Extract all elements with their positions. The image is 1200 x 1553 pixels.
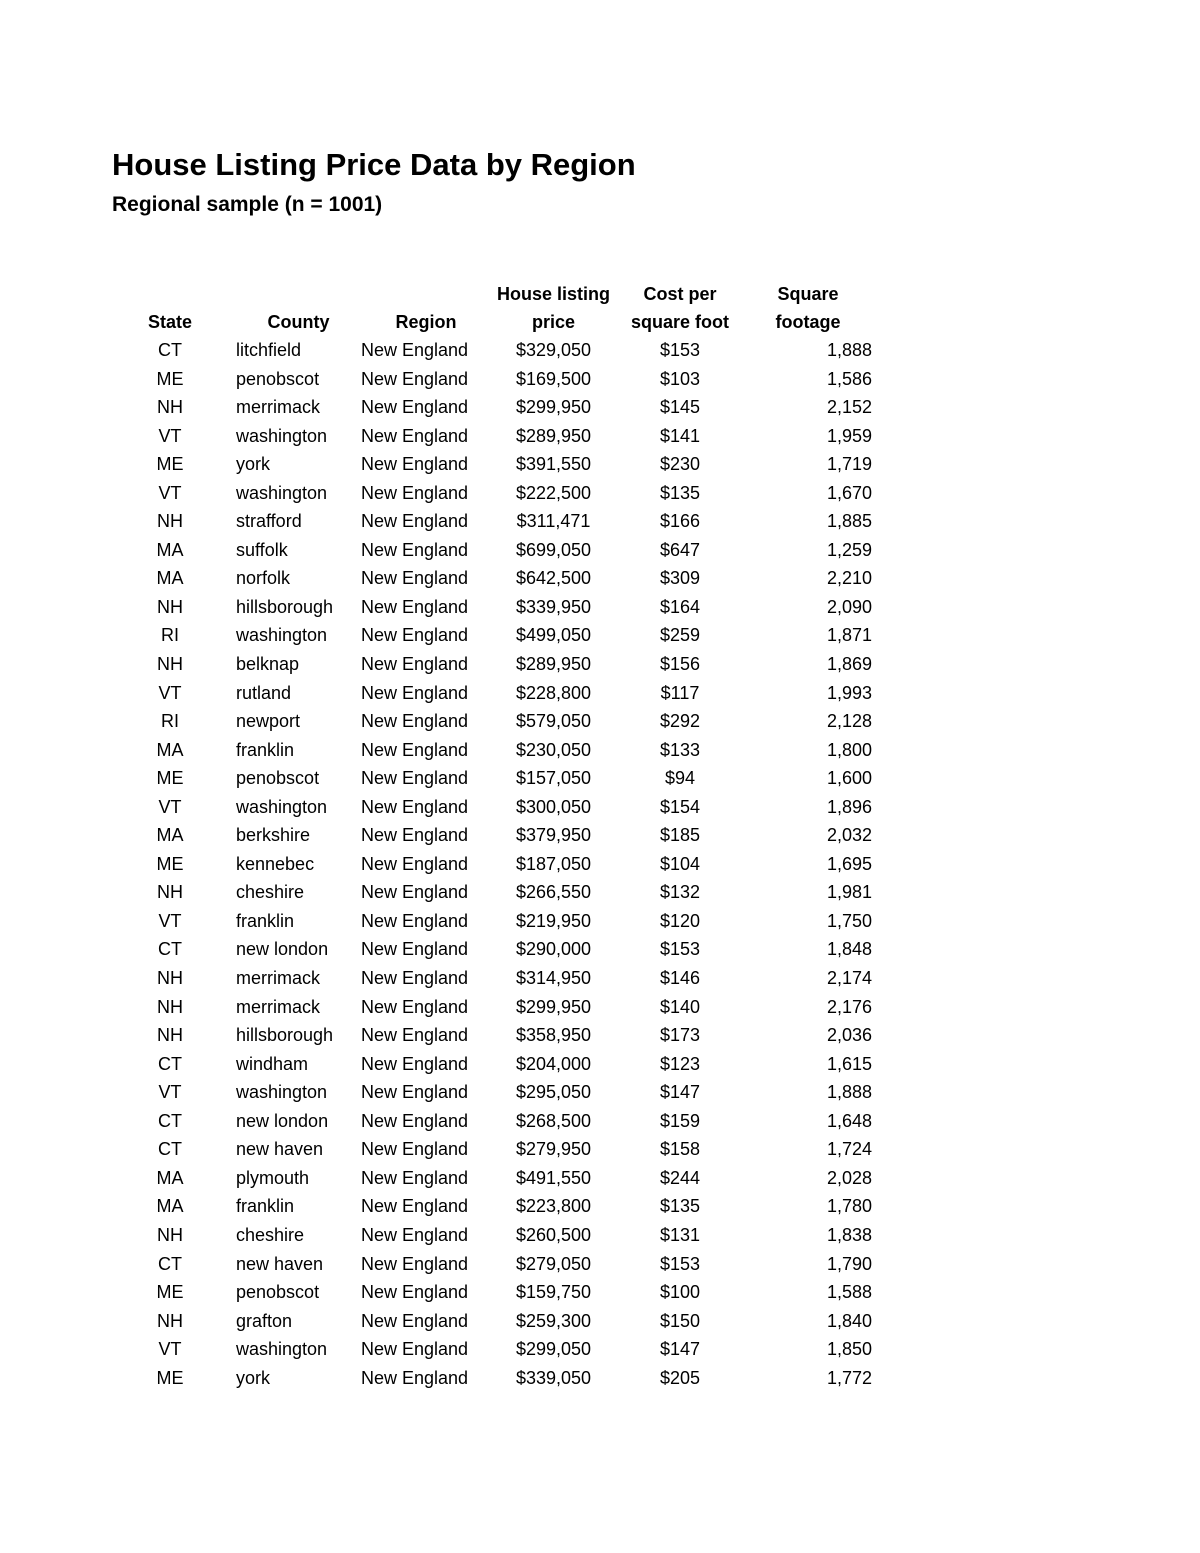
cell-cost-per-sqft: $205 <box>659 1367 701 1388</box>
table-row <box>108 1335 872 1364</box>
cell-listing-price: $300,050 <box>515 796 592 817</box>
table-row <box>108 450 872 479</box>
cell-listing-price: $329,050 <box>515 340 592 360</box>
cell-county: strafford <box>236 511 302 532</box>
cell-square-footage: 1,600 <box>826 768 872 789</box>
table-row <box>108 536 872 565</box>
cell-listing-price: $204,000 <box>515 1053 592 1074</box>
table-row <box>108 479 872 508</box>
cell-state: MA <box>156 1167 184 1188</box>
header-state-label: State <box>147 312 192 332</box>
cell-square-footage: 1,695 <box>826 853 872 874</box>
cell-county: berkshire <box>236 825 311 846</box>
cell-listing-price: $279,050 <box>515 1253 592 1274</box>
cell-listing-price: $314,950 <box>515 968 592 989</box>
cell-region: New England <box>361 1082 469 1103</box>
cell-state: RI <box>161 711 179 732</box>
cell-square-footage: 1,888 <box>826 1082 872 1103</box>
cell-listing-price: $169,500 <box>515 368 592 389</box>
cell-region: New England <box>361 682 469 703</box>
cell-cost-per-sqft: $166 <box>659 511 701 532</box>
cell-state: VT <box>158 796 182 817</box>
cell-county: suffolk <box>236 539 288 560</box>
cell-county: litchfield <box>236 340 302 360</box>
cell-region: New England <box>361 1196 469 1217</box>
cell-state: NH <box>157 1025 183 1046</box>
cell-state: ME <box>156 768 184 789</box>
cell-county: penobscot <box>236 368 320 389</box>
cell-state: NH <box>157 596 183 617</box>
table-row <box>108 1164 872 1193</box>
cell-square-footage: 1,719 <box>826 454 872 475</box>
header-region-label: Region <box>395 312 457 332</box>
cell-state: MA <box>156 739 184 760</box>
header-sqft <box>744 280 872 336</box>
cell-state: CT <box>158 1253 182 1274</box>
cell-square-footage: 1,772 <box>826 1367 872 1388</box>
cell-cost-per-sqft: $147 <box>659 1339 701 1360</box>
cell-state: MA <box>156 1196 184 1217</box>
cell-listing-price: $358,950 <box>515 1025 592 1046</box>
cell-listing-price: $339,950 <box>515 596 592 617</box>
cell-region: New England <box>361 654 469 675</box>
document-title: House Listing Price Data by Region <box>112 147 636 182</box>
cell-county: merrimack <box>236 397 320 418</box>
cell-square-footage: 1,993 <box>826 682 872 703</box>
cell-state: MA <box>156 568 184 589</box>
cell-state: NH <box>157 996 183 1017</box>
cell-listing-price: $228,800 <box>515 682 592 703</box>
cell-cost-per-sqft: $140 <box>659 996 701 1017</box>
table-row <box>108 993 872 1022</box>
cell-region: New England <box>361 454 469 475</box>
cell-square-footage: 1,800 <box>826 739 872 760</box>
table-row <box>108 793 872 822</box>
cell-region: New England <box>361 996 469 1017</box>
table-row <box>108 336 872 365</box>
cell-cost-per-sqft: $309 <box>659 568 701 589</box>
cell-cost-per-sqft: $100 <box>659 1282 701 1303</box>
cell-state: ME <box>156 454 184 475</box>
cell-state: ME <box>156 1282 184 1303</box>
table-row <box>108 1250 872 1279</box>
cell-state: RI <box>161 625 179 646</box>
cell-state: NH <box>157 1310 183 1331</box>
cell-cost-per-sqft: $156 <box>659 654 701 675</box>
cell-cost-per-sqft: $153 <box>659 939 701 960</box>
cell-state: NH <box>157 654 183 675</box>
cell-cost-per-sqft: $259 <box>659 625 701 646</box>
cell-cost-per-sqft: $292 <box>659 711 701 732</box>
cell-county: washington <box>236 1339 328 1360</box>
header-price-line-2: price <box>531 312 576 332</box>
cell-region: New England <box>361 968 469 989</box>
cell-region: New England <box>361 625 469 646</box>
cell-region: New England <box>361 853 469 874</box>
table-row <box>108 1107 872 1136</box>
cell-cost-per-sqft: $230 <box>659 454 701 475</box>
cell-region: New England <box>361 539 469 560</box>
cell-state: ME <box>156 853 184 874</box>
table-row <box>108 1307 872 1336</box>
table-row <box>108 1192 872 1221</box>
cell-listing-price: $289,950 <box>515 654 592 675</box>
header-cost-line-1: Cost per <box>643 284 717 304</box>
cell-county: franklin <box>236 1196 295 1217</box>
cell-region: New England <box>361 1310 469 1331</box>
cell-state: VT <box>158 910 182 931</box>
cell-cost-per-sqft: $159 <box>659 1110 701 1131</box>
cell-listing-price: $159,750 <box>515 1282 592 1303</box>
cell-state: ME <box>156 1367 184 1388</box>
cell-county: franklin <box>236 739 295 760</box>
cell-listing-price: $311,471 <box>516 511 591 532</box>
cell-square-footage: 1,790 <box>826 1253 872 1274</box>
cell-cost-per-sqft: $185 <box>659 825 701 846</box>
cell-county: norfolk <box>236 568 291 589</box>
cell-cost-per-sqft: $135 <box>659 1196 701 1217</box>
cell-square-footage: 1,850 <box>826 1339 872 1360</box>
cell-square-footage: 1,871 <box>826 625 872 646</box>
table-row <box>108 650 872 679</box>
cell-square-footage: 1,724 <box>826 1139 872 1160</box>
table-row <box>108 1135 872 1164</box>
cell-region: New England <box>361 739 469 760</box>
header-price-line-1: House listing <box>496 284 610 304</box>
cell-region: New England <box>361 1110 469 1131</box>
cell-square-footage: 1,648 <box>826 1110 872 1131</box>
cell-square-footage: 2,176 <box>826 996 872 1017</box>
table-row <box>108 422 872 451</box>
cell-region: New England <box>361 939 469 960</box>
cell-listing-price: $499,050 <box>515 625 592 646</box>
cell-square-footage: 2,032 <box>826 825 872 846</box>
cell-square-footage: 2,128 <box>826 711 872 732</box>
cell-listing-price: $260,500 <box>515 1224 592 1245</box>
cell-listing-price: $299,050 <box>515 1339 592 1360</box>
cell-region: New England <box>361 1025 469 1046</box>
cell-region: New England <box>361 1224 469 1245</box>
cell-state: VT <box>158 1339 182 1360</box>
cell-listing-price: $266,550 <box>515 882 592 903</box>
cell-square-footage: 1,780 <box>826 1196 872 1217</box>
cell-county: york <box>236 454 271 475</box>
cell-cost-per-sqft: $244 <box>659 1167 701 1188</box>
cell-county: rutland <box>236 682 292 703</box>
table-row <box>108 736 872 765</box>
cell-cost-per-sqft: $123 <box>659 1053 701 1074</box>
cell-region: New England <box>361 340 469 360</box>
cell-county: belknap <box>236 654 300 675</box>
cell-listing-price: $219,950 <box>515 910 592 931</box>
table-row <box>108 1364 872 1393</box>
cell-county: washington <box>236 482 328 503</box>
cell-square-footage: 1,838 <box>826 1224 872 1245</box>
cell-region: New England <box>361 368 469 389</box>
cell-region: New England <box>361 1282 469 1303</box>
cell-square-footage: 1,615 <box>826 1053 872 1074</box>
cell-square-footage: 2,090 <box>826 596 872 617</box>
header-cost-line-2: square foot <box>630 312 729 332</box>
table-header <box>108 280 872 336</box>
cell-county: new haven <box>236 1253 324 1274</box>
table-row <box>108 564 872 593</box>
table-row <box>108 1278 872 1307</box>
cell-county: new haven <box>236 1139 324 1160</box>
cell-county: york <box>236 1367 271 1388</box>
cell-county: plymouth <box>236 1167 310 1188</box>
header-price <box>491 280 616 336</box>
cell-cost-per-sqft: $117 <box>660 682 700 703</box>
header-state <box>108 280 232 336</box>
cell-square-footage: 1,840 <box>826 1310 872 1331</box>
cell-cost-per-sqft: $132 <box>659 882 701 903</box>
cell-listing-price: $295,050 <box>515 1082 592 1103</box>
cell-region: New England <box>361 596 469 617</box>
cell-cost-per-sqft: $158 <box>659 1139 701 1160</box>
cell-state: NH <box>157 397 183 418</box>
cell-square-footage: 1,750 <box>826 910 872 931</box>
table-row <box>108 707 872 736</box>
cell-state: CT <box>158 340 182 360</box>
cell-square-footage: 2,028 <box>826 1167 872 1188</box>
cell-listing-price: $222,500 <box>515 482 592 503</box>
cell-listing-price: $223,800 <box>515 1196 592 1217</box>
table-row <box>108 679 872 708</box>
cell-cost-per-sqft: $164 <box>659 596 701 617</box>
cell-cost-per-sqft: $173 <box>659 1025 701 1046</box>
cell-county: washington <box>236 1082 328 1103</box>
cell-square-footage: 1,588 <box>826 1282 872 1303</box>
cell-region: New England <box>361 882 469 903</box>
table-row <box>108 935 872 964</box>
cell-region: New England <box>361 511 469 532</box>
cell-state: MA <box>156 825 184 846</box>
cell-county: hillsborough <box>236 1025 334 1046</box>
cell-region: New England <box>361 425 469 446</box>
cell-state: CT <box>158 1139 182 1160</box>
cell-listing-price: $157,050 <box>515 768 592 789</box>
header-cost <box>616 280 744 336</box>
cell-square-footage: 2,036 <box>826 1025 872 1046</box>
cell-cost-per-sqft: $147 <box>659 1082 701 1103</box>
table-row <box>108 593 872 622</box>
cell-county: washington <box>236 625 328 646</box>
cell-county: grafton <box>236 1310 293 1331</box>
cell-region: New England <box>361 482 469 503</box>
cell-cost-per-sqft: $103 <box>659 368 701 389</box>
table-row <box>108 850 872 879</box>
cell-county: penobscot <box>236 1282 320 1303</box>
cell-cost-per-sqft: $133 <box>659 739 701 760</box>
cell-state: VT <box>158 682 182 703</box>
cell-square-footage: 2,174 <box>826 968 872 989</box>
cell-listing-price: $391,550 <box>515 454 592 475</box>
cell-county: new london <box>236 939 329 960</box>
cell-state: NH <box>157 882 183 903</box>
cell-listing-price: $187,050 <box>515 853 592 874</box>
table-row <box>108 507 872 536</box>
cell-region: New England <box>361 1053 469 1074</box>
cell-region: New England <box>361 1167 469 1188</box>
cell-square-footage: 1,259 <box>826 539 872 560</box>
cell-cost-per-sqft: $141 <box>659 425 701 446</box>
cell-cost-per-sqft: $153 <box>659 1253 701 1274</box>
cell-state: NH <box>157 968 183 989</box>
cell-square-footage: 1,670 <box>826 482 872 503</box>
cell-listing-price: $579,050 <box>515 711 592 732</box>
cell-square-footage: 1,586 <box>826 368 872 389</box>
table-row <box>108 1021 872 1050</box>
cell-county: merrimack <box>236 996 320 1017</box>
table-row <box>108 393 872 422</box>
cell-square-footage: 1,885 <box>826 511 872 532</box>
header-region <box>361 280 491 336</box>
cell-county: new london <box>236 1110 329 1131</box>
cell-county: washington <box>236 425 328 446</box>
cell-square-footage: 2,152 <box>826 397 872 418</box>
header-county <box>232 280 361 336</box>
cell-county: hillsborough <box>236 596 334 617</box>
cell-listing-price: $339,050 <box>515 1367 592 1388</box>
cell-state: VT <box>158 482 182 503</box>
cell-square-footage: 1,896 <box>826 796 872 817</box>
table-body <box>108 336 872 1392</box>
cell-county: windham <box>236 1053 309 1074</box>
cell-state: VT <box>158 1082 182 1103</box>
table-row <box>108 365 872 394</box>
cell-region: New England <box>361 1367 469 1388</box>
cell-cost-per-sqft: $135 <box>659 482 701 503</box>
cell-square-footage: 1,848 <box>826 939 872 960</box>
header-row <box>108 280 872 336</box>
cell-region: New England <box>361 1253 469 1274</box>
listing-table <box>108 280 872 1392</box>
cell-listing-price: $230,050 <box>515 739 592 760</box>
header-county-label: County <box>267 312 330 332</box>
table-row <box>108 878 872 907</box>
cell-state: NH <box>157 1224 183 1245</box>
cell-square-footage: 1,981 <box>826 882 872 903</box>
cell-listing-price: $268,500 <box>515 1110 592 1131</box>
cell-county: washington <box>236 796 328 817</box>
cell-region: New England <box>361 825 469 846</box>
cell-cost-per-sqft: $153 <box>659 340 701 360</box>
cell-region: New England <box>361 711 469 732</box>
cell-cost-per-sqft: $120 <box>659 910 701 931</box>
cell-county: merrimack <box>236 968 320 989</box>
header-sqft-line-1: Square <box>777 284 839 304</box>
cell-listing-price: $290,000 <box>515 939 592 960</box>
table-row <box>108 1078 872 1107</box>
cell-state: CT <box>158 1110 182 1131</box>
cell-county: cheshire <box>236 882 305 903</box>
cell-cost-per-sqft: $145 <box>659 397 701 418</box>
cell-listing-price: $491,550 <box>515 1167 592 1188</box>
header-sqft-line-2: footage <box>775 312 841 332</box>
cell-region: New England <box>361 796 469 817</box>
document-subtitle: Regional sample (n = 1001) <box>112 193 383 216</box>
cell-listing-price: $279,950 <box>515 1139 592 1160</box>
cell-county: penobscot <box>236 768 320 789</box>
cell-cost-per-sqft: $104 <box>659 853 701 874</box>
cell-county: franklin <box>236 910 295 931</box>
cell-state: ME <box>156 368 184 389</box>
cell-square-footage: 2,210 <box>826 568 872 589</box>
table-row <box>108 621 872 650</box>
cell-square-footage: 1,959 <box>826 425 872 446</box>
table-row <box>108 764 872 793</box>
cell-state: CT <box>158 939 182 960</box>
cell-cost-per-sqft: $647 <box>659 539 701 560</box>
cell-cost-per-sqft: $154 <box>659 796 701 817</box>
cell-listing-price: $299,950 <box>515 996 592 1017</box>
cell-cost-per-sqft: $94 <box>664 768 696 789</box>
cell-state: NH <box>157 511 183 532</box>
cell-county: kennebec <box>236 853 315 874</box>
table-row <box>108 1221 872 1250</box>
cell-region: New England <box>361 768 469 789</box>
cell-listing-price: $299,950 <box>515 397 592 418</box>
cell-listing-price: $699,050 <box>515 539 592 560</box>
cell-region: New England <box>361 1339 469 1360</box>
cell-state: CT <box>158 1053 182 1074</box>
cell-listing-price: $259,300 <box>515 1310 592 1331</box>
cell-cost-per-sqft: $150 <box>659 1310 701 1331</box>
cell-region: New England <box>361 910 469 931</box>
cell-square-footage: 1,869 <box>826 654 872 675</box>
cell-listing-price: $642,500 <box>515 568 592 589</box>
cell-listing-price: $379,950 <box>515 825 592 846</box>
table-row <box>108 1050 872 1079</box>
cell-state: MA <box>156 539 184 560</box>
cell-region: New England <box>361 1139 469 1160</box>
cell-state: VT <box>158 425 182 446</box>
cell-region: New England <box>361 397 469 418</box>
table-row <box>108 964 872 993</box>
cell-square-footage: 1,888 <box>826 340 872 360</box>
cell-region: New England <box>361 568 469 589</box>
cell-cost-per-sqft: $146 <box>659 968 701 989</box>
table-row <box>108 821 872 850</box>
table-row <box>108 907 872 936</box>
cell-cost-per-sqft: $131 <box>659 1224 701 1245</box>
cell-listing-price: $289,950 <box>515 425 592 446</box>
cell-county: newport <box>236 711 301 732</box>
cell-county: cheshire <box>236 1224 305 1245</box>
